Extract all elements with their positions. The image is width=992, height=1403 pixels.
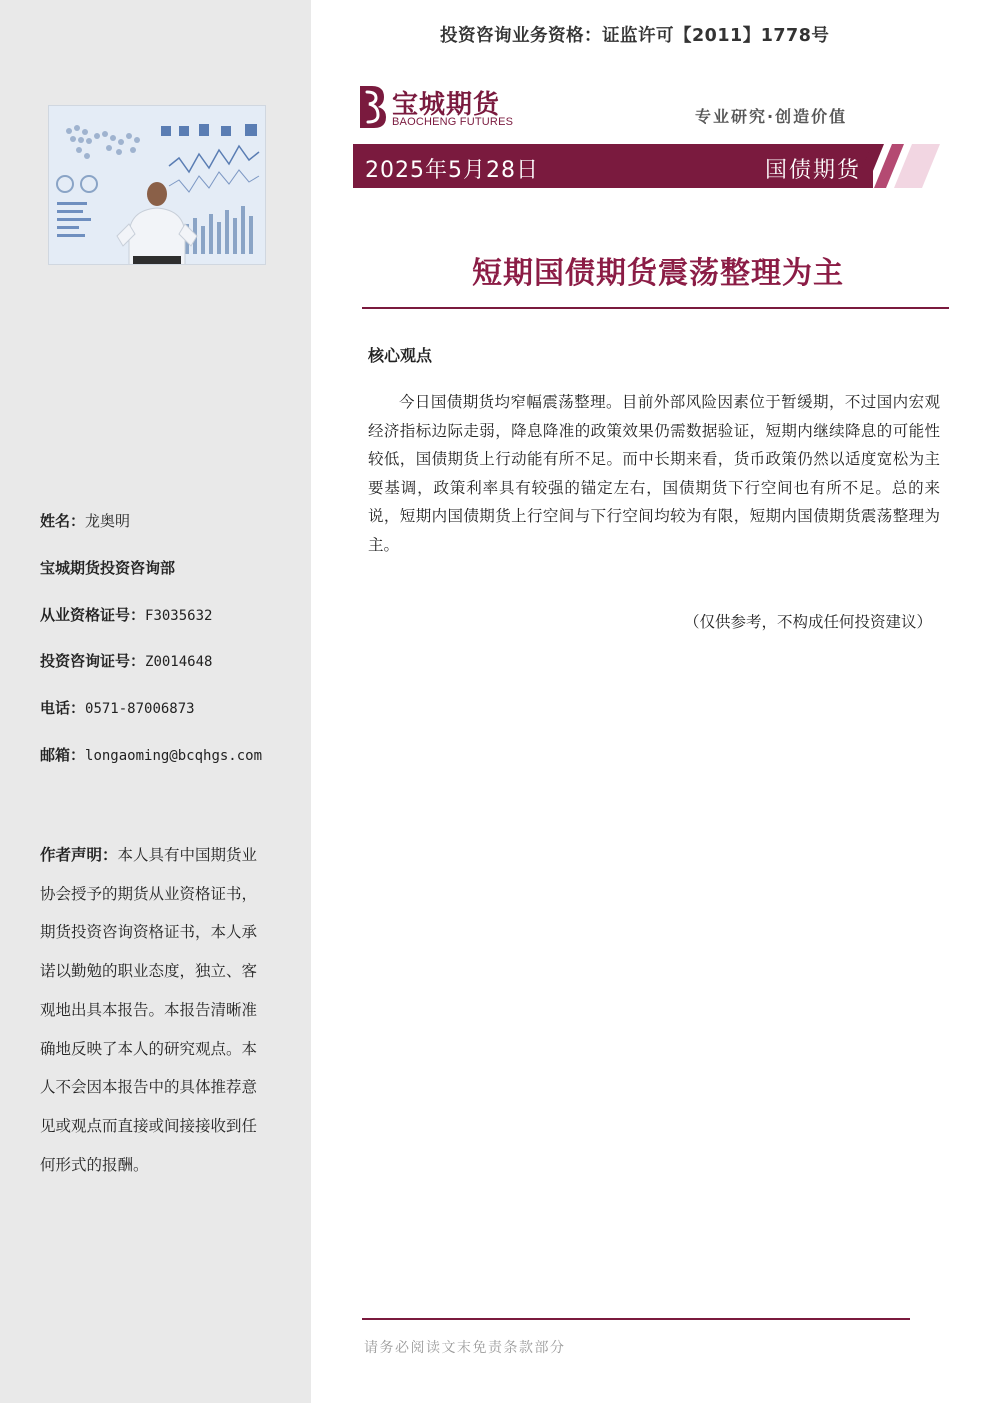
logo-mark-icon	[356, 84, 390, 130]
license-text: 投资咨询业务资格：证监许可【2011】1778号	[440, 26, 830, 46]
consult-label: 投资咨询证号：	[40, 652, 146, 670]
phone-value: 0571-87006873	[85, 701, 195, 717]
qualification-label: 从业资格证号：	[40, 606, 146, 624]
declaration-label: 作者声明：	[40, 846, 118, 864]
analyst-name	[40, 510, 130, 531]
analyst-email	[40, 744, 262, 765]
report-date: 2025年5月28日	[365, 158, 539, 183]
hero-image	[48, 105, 266, 265]
consult-value: Z0014648	[145, 654, 213, 670]
analyst-department	[40, 557, 175, 578]
logo-name-cn: 宝城期货	[392, 90, 501, 120]
author-declaration	[40, 836, 272, 1184]
company-logo	[356, 84, 526, 132]
disclaimer-note: （仅供参考，不构成任何投资建议）	[683, 613, 932, 631]
footer-divider	[362, 1318, 910, 1320]
qualification-value: F3035632	[145, 608, 213, 624]
declaration-text: 本人具有中国期货业协会授予的期货从业资格证书，期货投资咨询资格证书，本人承诺以勤勉的职业态度，独立、客观地出具本报告。本报告清晰准确地反映了本人的研究观点。本人不会因本报告中的具体推荐意见或观点而直接或间接接收到任何形式的报酬。	[40, 846, 258, 1174]
report-body: 今日国债期货均窄幅震荡整理。目前外部风险因素位于暂缓期，不过国内宏观经济指标边际走弱，降息降准的政策效果仍需数据验证，短期内继续降息的可能性较低，国债期货上行动能有所不足。而中长期来看，货币政策仍然以适度宽松为主要基调，政策利率具有较强的锚定左右，国债期货下行空间也有所不足。总的来说，短期内国债期货上行空间与下行空间均较为有限，短期内国债期货震荡整理为主。	[368, 393, 940, 554]
report-title: 短期国债期货震荡整理为主	[472, 256, 844, 291]
phone-label: 电话：	[40, 699, 86, 717]
analyst-qualification	[40, 604, 212, 625]
analyst-phone	[40, 697, 195, 718]
email-value[interactable]: longaoming@bcqhgs.com	[85, 748, 263, 764]
slogan: 专业研究·创造价值	[695, 107, 848, 126]
section-heading: 核心观点	[368, 346, 433, 365]
footer-text: 请务必阅读文末免责条款部分	[364, 1340, 566, 1356]
name-value: 龙奥明	[85, 512, 131, 530]
name-label: 姓名：	[40, 512, 86, 530]
analyst-consult-cert	[40, 650, 212, 671]
department-value: 宝城期货投资咨询部	[40, 559, 176, 577]
email-label: 邮箱：	[40, 746, 86, 764]
banner-stripes-icon	[858, 144, 942, 190]
logo-name-en: BAOCHENG FUTURES	[392, 116, 514, 128]
title-divider	[362, 307, 949, 309]
date-banner	[353, 144, 873, 188]
report-category: 国债期货	[764, 158, 861, 183]
